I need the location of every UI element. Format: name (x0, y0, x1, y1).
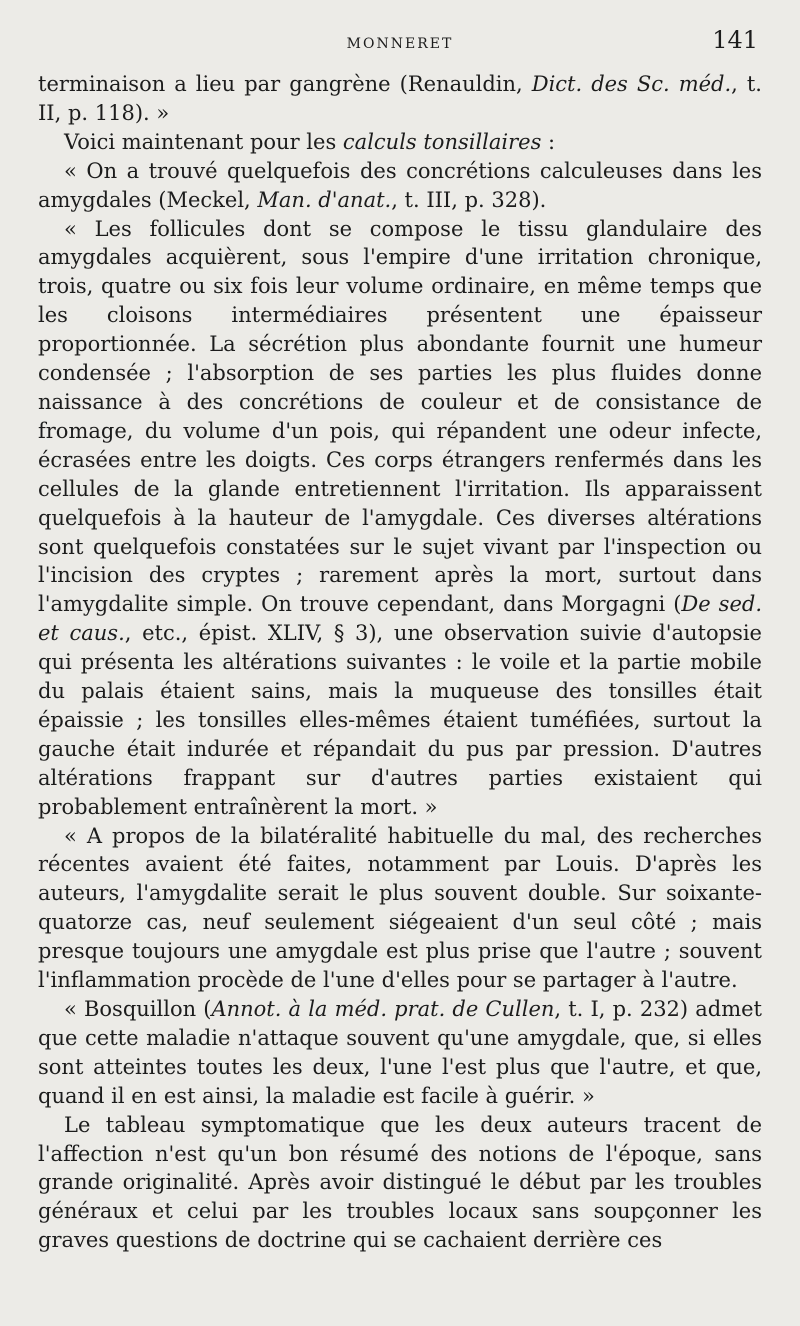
text-run: « On a trouvé quelquefois des concrétions calculeuses dans les amygdales (Meckel, (38, 158, 762, 212)
citation-italic: Dict. des Sc. méd. (531, 72, 732, 96)
text-run: Voici maintenant pour les (64, 129, 343, 154)
paragraph (38, 157, 762, 215)
text-run: , etc., épist. XLIV, § 3), une observation suivie d'autopsie qui présenta les altérations suivantes : le voile et la partie mobile du palais étaient sains, mais la muqueuse des tonsilles était épaissie ; les tonsilles elles-mêmes étaient tuméfiées, surtout la gauche était indurée et répandait du pus par pression. D'autres altérations frappant sur d'autres parties existaient qui probablement entraînèrent la mort. » (38, 621, 762, 819)
text-run: , t. II, p. 118). » (38, 72, 762, 125)
paragraph (38, 822, 762, 995)
paragraph (38, 128, 762, 157)
term-italic: calculs tonsillaires (342, 129, 542, 154)
paragraph (38, 215, 762, 822)
running-head (38, 0, 762, 70)
citation-italic: De sed. et caus. (38, 592, 763, 646)
paragraph (38, 1111, 762, 1256)
page-number: 141 (712, 26, 758, 54)
text-run: « A propos de la bilatéralité habituelle du mal, des recherches récentes avaient été faites, notamment par Louis. D'après les auteurs, l'amygdalite serait le plus souvent double. Sur soixante-quatorze cas, neuf seulement siégeaient d'un seul côté ; mais presque toujours une amygdale est plus prise que l'autre ; souvent l'inflammation procède de l'une d'elles pour se partager à l'autre. (38, 823, 762, 993)
text-run: terminaison a lieu par gangrène (Renauldin, (38, 72, 532, 96)
text-run: « Les follicules dont se compose le tissu glandulaire des amygdales acquièrent, sous l'empire d'une irritation chronique, trois, quatre ou six fois leur volume ordinaire, en même temps que les cloisons intermédiaires présentent une épaisseur proportionnée. La sécrétion plus abondante fournit une humeur condensée ; l'absorption de ses parties les plus fluides donne naissance à des concrétions de couleur et de consistance de fromage, du volume d'un pois, qui répandent une odeur infecte, écrasées entre les doigts. Ces corps étrangers renfermés dans les cellules de la glande entretiennent l'irritation. Ils apparaissent quelquefois à la hauteur de l'amygdale. Ces diverses altérations sont quelquefois constatées sur le sujet vivant par l'inspection ou l'incision des cryptes ; rarement après la mort, surtout dans l'amygdalite simple. On trouve cependant, dans Morgagni ( (38, 216, 762, 617)
paragraph (38, 995, 762, 1111)
text-run: : (541, 129, 556, 154)
text-run: , t. III, p. 328). (391, 187, 547, 212)
body-text (38, 70, 762, 1255)
text-run: « Bosquillon ( (64, 997, 212, 1021)
text-run: , t. I, p. 232) admet que cette maladie n'attaque souvent qu'une amygdale, que, si elles sont atteintes toutes les deux, l'une l'est plus que l'autre, et que, quand il en est ainsi, la maladie est facile à guérir. » (38, 997, 762, 1108)
text-run: Le tableau symptomatique que les deux auteurs tracent de l'affection n'est qu'un bon résumé des notions de l'époque, sans grande originalité. Après avoir distingué le début par les troubles généraux et celui par les troubles locaux sans soupçonner les graves questions de doctrine qui se cachaient derrière ces (38, 1112, 762, 1253)
citation-italic: Man. d'anat. (257, 187, 392, 212)
paragraph (38, 70, 762, 128)
running-title: MONNERET (346, 36, 454, 52)
citation-italic: Annot. à la méd. prat. de Cullen (211, 997, 555, 1021)
